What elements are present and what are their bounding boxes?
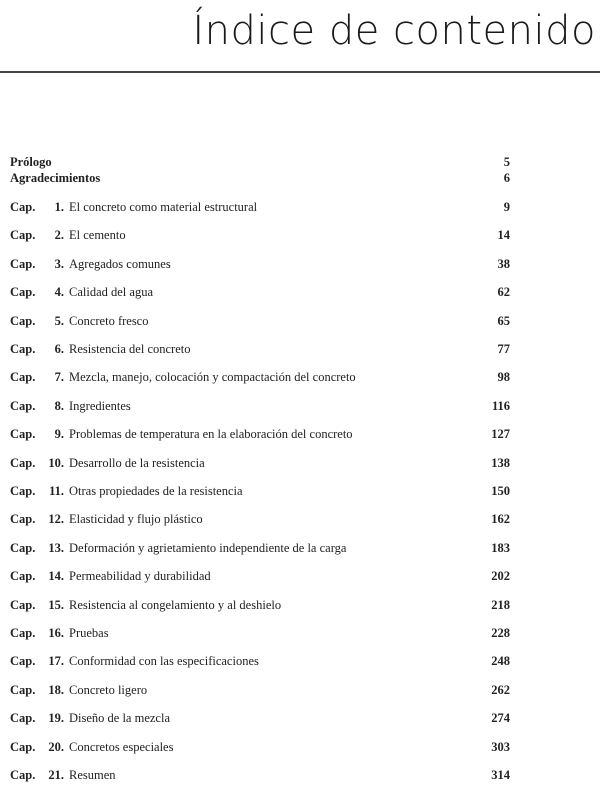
- chapter-prefix: Cap.: [10, 597, 36, 612]
- chapter-page: 183: [491, 540, 510, 555]
- chapter-prefix: Cap.: [10, 711, 36, 726]
- toc-entry: [10, 483, 510, 499]
- chapter-number: 13.: [48, 540, 64, 555]
- toc-entry: [10, 540, 510, 556]
- chapter-number: 21.: [48, 768, 64, 782]
- chapter-page: 62: [497, 285, 510, 300]
- chapter-prefix: Cap.: [10, 484, 36, 498]
- front-matter-page: 6: [503, 171, 510, 185]
- chapter-number: 18.: [48, 682, 64, 697]
- chapter-page: 65: [497, 313, 510, 328]
- chapter-page: 262: [491, 682, 510, 697]
- toc-entry: [10, 284, 510, 300]
- chapter-title: Problemas de temperatura en la elaboración del concreto: [69, 427, 353, 442]
- page-title: Índice de contenido: [192, 8, 596, 54]
- chapter-number: 10.: [48, 455, 64, 470]
- toc-entry: [10, 625, 510, 641]
- chapter-number: 19.: [48, 711, 64, 726]
- chapter-prefix: Cap.: [10, 739, 36, 754]
- toc-entry: [10, 341, 510, 357]
- chapter-title: Conformidad con las especificaciones: [69, 654, 259, 669]
- chapter-number: 9.: [54, 427, 64, 442]
- toc-entry: [10, 511, 510, 527]
- chapter-title: Resumen: [69, 768, 116, 782]
- chapter-page: 162: [491, 512, 510, 527]
- chapter-number: 2.: [54, 228, 64, 243]
- chapter-prefix: Cap.: [10, 626, 36, 640]
- toc-entry: [10, 653, 510, 669]
- chapter-title: Pruebas: [69, 626, 109, 640]
- toc-entry: [10, 739, 510, 755]
- chapter-prefix: Cap.: [10, 398, 36, 413]
- chapter-title: Concretos especiales: [69, 739, 174, 754]
- chapter-page: 228: [491, 626, 510, 640]
- chapter-page: 138: [491, 455, 510, 470]
- toc-entry: [10, 256, 510, 272]
- chapter-prefix: Cap.: [10, 200, 36, 214]
- chapter-prefix: Cap.: [10, 285, 36, 300]
- chapter-title: Deformación y agrietamiento independiente de la carga: [69, 540, 347, 555]
- chapter-page: 202: [491, 569, 510, 584]
- chapter-title: Calidad del agua: [69, 285, 153, 300]
- chapter-title: Mezcla, manejo, colocación y compactación del concreto: [69, 370, 356, 385]
- toc-entry: [10, 313, 510, 329]
- front-matter-entry: [10, 171, 510, 186]
- chapter-title: Permeabilidad y durabilidad: [69, 569, 211, 584]
- chapter-title: Resistencia al congelamiento y al deshielo: [69, 597, 282, 612]
- title-divider: [0, 71, 600, 73]
- front-matter-label: Agradecimientos: [10, 171, 101, 185]
- toc-entry: [10, 455, 510, 471]
- chapter-page: 77: [497, 342, 510, 356]
- chapter-page: 38: [497, 256, 510, 271]
- chapter-number: 17.: [48, 654, 64, 669]
- front-matter-label: Prólogo: [10, 155, 52, 169]
- chapter-page: 150: [491, 484, 510, 498]
- chapter-page: 248: [491, 654, 510, 669]
- chapter-prefix: Cap.: [10, 228, 36, 243]
- chapter-prefix: Cap.: [10, 768, 36, 782]
- chapter-title: Diseño de la mezcla: [69, 711, 170, 726]
- chapter-title: Otras propiedades de la resistencia: [69, 484, 243, 498]
- chapter-title: Ingredientes: [69, 398, 131, 413]
- chapter-title: El cemento: [69, 228, 126, 243]
- chapter-number: 7.: [54, 370, 64, 385]
- chapter-prefix: Cap.: [10, 682, 36, 697]
- toc-entry: [10, 227, 510, 243]
- toc-entry: [10, 767, 510, 783]
- chapter-prefix: Cap.: [10, 540, 36, 555]
- chapter-page: 9: [503, 200, 510, 214]
- toc-entry: [10, 597, 510, 613]
- chapter-number: 11.: [49, 484, 64, 498]
- toc-entry: [10, 682, 510, 698]
- chapter-prefix: Cap.: [10, 427, 36, 442]
- chapter-prefix: Cap.: [10, 654, 36, 669]
- chapter-title: Resistencia del concreto: [69, 342, 191, 356]
- toc-entry: [10, 199, 510, 215]
- front-matter-entry: [10, 155, 510, 170]
- chapter-number: 12.: [48, 512, 64, 527]
- chapter-title: Elasticidad y flujo plástico: [69, 512, 203, 527]
- front-matter-page: 5: [503, 155, 510, 169]
- chapter-page: 303: [491, 739, 510, 754]
- chapter-title: Desarrollo de la resistencia: [69, 455, 205, 470]
- chapter-page: 274: [491, 711, 510, 726]
- chapter-title: El concreto como material estructural: [69, 200, 258, 214]
- chapter-prefix: Cap.: [10, 256, 36, 271]
- chapter-page: 127: [491, 427, 510, 442]
- chapter-number: 5.: [54, 313, 64, 328]
- chapter-page: 14: [497, 228, 510, 243]
- toc-entry: [10, 710, 510, 726]
- chapter-prefix: Cap.: [10, 455, 36, 470]
- chapter-title: Concreto ligero: [69, 682, 148, 697]
- chapter-number: 8.: [54, 398, 64, 413]
- toc-entry: [10, 568, 510, 584]
- toc-entry: [10, 426, 510, 442]
- chapter-title: Agregados comunes: [69, 256, 171, 271]
- chapter-prefix: Cap.: [10, 569, 36, 584]
- chapter-prefix: Cap.: [10, 512, 36, 527]
- chapter-title: Concreto fresco: [69, 313, 149, 328]
- chapter-number: 16.: [48, 626, 64, 640]
- chapter-page: 116: [491, 398, 510, 413]
- chapter-number: 15.: [48, 597, 64, 612]
- toc-entry: [10, 369, 510, 385]
- chapter-number: 6.: [54, 342, 64, 356]
- chapter-number: 3.: [54, 256, 64, 271]
- chapter-number: 20.: [48, 739, 64, 754]
- chapter-prefix: Cap.: [10, 342, 36, 356]
- chapter-number: 14.: [48, 569, 64, 584]
- chapter-prefix: Cap.: [10, 370, 36, 385]
- chapter-prefix: Cap.: [10, 313, 36, 328]
- chapter-number: 4.: [54, 285, 64, 300]
- chapter-page: 218: [491, 597, 510, 612]
- chapter-page: 98: [497, 370, 510, 385]
- toc-entry: [10, 398, 510, 414]
- chapter-number: 1.: [54, 200, 64, 214]
- chapter-page: 314: [491, 768, 510, 782]
